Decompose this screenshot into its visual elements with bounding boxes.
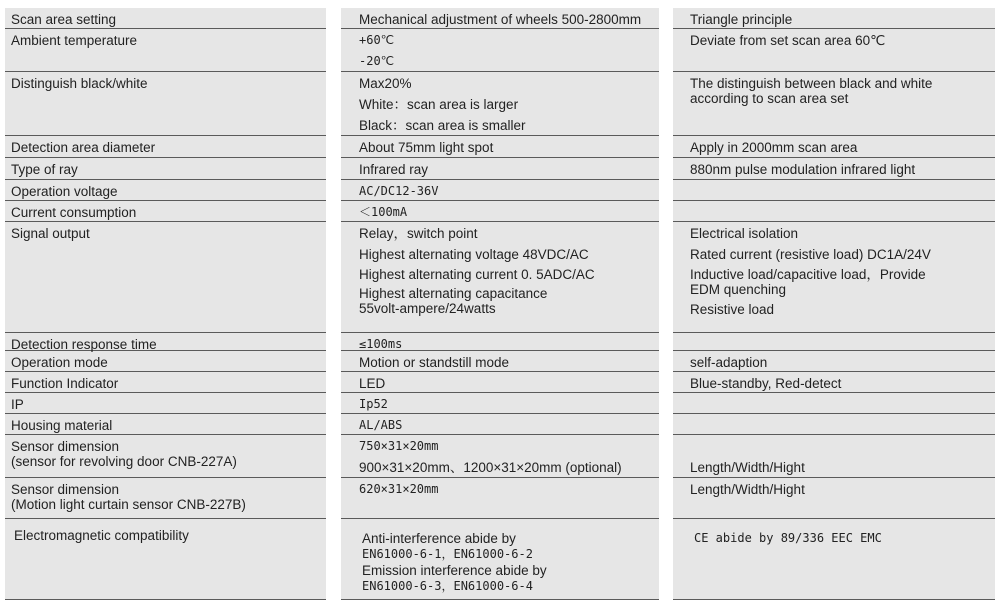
spec-note: EDM quenching bbox=[690, 282, 787, 297]
parameter-label: Housing material bbox=[11, 418, 113, 433]
spec-value: EN61000-6-3，EN61000-6-4 bbox=[362, 579, 533, 593]
row-distinguish-black-white-value-cell bbox=[341, 72, 659, 136]
parameter-sublabel: (Motion light curtain sensor CNB-227B) bbox=[11, 497, 246, 512]
column-note bbox=[673, 8, 995, 600]
row-type-of-ray-label-cell bbox=[5, 158, 326, 180]
spec-note: Length/Width/Hight bbox=[690, 482, 805, 497]
spec-value: 900×31×20mm、1200×31×20mm (optional) bbox=[359, 460, 622, 475]
row-detection-area-diameter-note-cell bbox=[673, 136, 995, 158]
parameter-label: Distinguish black/white bbox=[11, 76, 148, 91]
row-detection-area-diameter-value-cell bbox=[341, 136, 659, 158]
row-distinguish-black-white-note-cell bbox=[673, 72, 995, 136]
row-distinguish-black-white-label-cell bbox=[5, 72, 326, 136]
row-signal-output-note-cell bbox=[673, 222, 995, 333]
row-electromagnetic-compatibility-note-cell bbox=[673, 519, 995, 600]
row-function-indicator-note-cell bbox=[673, 372, 995, 393]
row-type-of-ray-note-cell bbox=[673, 158, 995, 180]
row-current-consumption-label-cell bbox=[5, 201, 326, 222]
parameter-label: IP bbox=[11, 397, 24, 412]
row-electromagnetic-compatibility-label-cell bbox=[5, 519, 326, 600]
row-scan-area-setting-value-cell bbox=[341, 8, 659, 29]
parameter-label: Electromagnetic compatibility bbox=[14, 528, 189, 543]
row-housing-material-label-cell bbox=[5, 414, 326, 435]
parameter-label: Current consumption bbox=[11, 205, 137, 220]
row-housing-material-value-cell bbox=[341, 414, 659, 435]
spec-value: -20℃ bbox=[359, 54, 395, 68]
spec-note: Rated current (resistive load) DC1A/24V bbox=[690, 247, 931, 262]
column-parameter bbox=[5, 8, 326, 600]
spec-note: Length/Width/Hight bbox=[690, 460, 805, 475]
spec-note: Deviate from set scan area 60℃ bbox=[690, 33, 886, 48]
spec-note: CE abide by 89/336 EEC EMC bbox=[694, 531, 882, 545]
row-sensor-dimension-a-note-cell bbox=[673, 435, 995, 478]
parameter-label: Signal output bbox=[11, 226, 90, 241]
spec-value: AL/ABS bbox=[359, 418, 403, 432]
spec-note: self-adaption bbox=[690, 355, 768, 370]
spec-value: Max20% bbox=[359, 76, 412, 91]
spec-value: 750×31×20mm bbox=[359, 439, 439, 453]
parameter-label: Detection response time bbox=[11, 337, 157, 352]
spec-note: Resistive load bbox=[690, 302, 775, 317]
spec-value: 620×31×20mm bbox=[359, 482, 439, 496]
spec-value: Anti-interference abide by bbox=[362, 531, 516, 546]
spec-note: Electrical isolation bbox=[690, 226, 799, 241]
row-sensor-dimension-a-label-cell bbox=[5, 435, 326, 478]
parameter-label: Ambient temperature bbox=[11, 33, 138, 48]
spec-note: The distinguish between black and white bbox=[690, 76, 933, 91]
row-sensor-dimension-b-label-cell bbox=[5, 478, 326, 519]
parameter-label: Detection area diameter bbox=[11, 140, 156, 155]
spec-value: LED bbox=[359, 376, 386, 391]
row-sensor-dimension-b-note-cell bbox=[673, 478, 995, 519]
spec-note: according to scan area set bbox=[690, 91, 849, 106]
parameter-label: Sensor dimension bbox=[11, 439, 120, 454]
row-detection-area-diameter-label-cell bbox=[5, 136, 326, 158]
row-operation-mode-label-cell bbox=[5, 351, 326, 372]
spec-value: Mechanical adjustment of wheels 500-2800mm bbox=[359, 12, 642, 27]
spec-value: Highest alternating voltage 48VDC/AC bbox=[359, 247, 589, 262]
row-detection-response-time-note-cell bbox=[673, 333, 995, 351]
row-detection-response-time-label-cell bbox=[5, 333, 326, 351]
row-signal-output-value-cell bbox=[341, 222, 659, 333]
spec-value: Black：scan area is smaller bbox=[359, 118, 526, 133]
spec-value: ≤100ms bbox=[359, 337, 403, 351]
spec-value: ＜100mA bbox=[359, 205, 408, 219]
spec-value: About 75mm light spot bbox=[359, 140, 494, 155]
row-current-consumption-note-cell bbox=[673, 201, 995, 222]
spec-value: Motion or standstill mode bbox=[359, 355, 510, 370]
row-signal-output-label-cell bbox=[5, 222, 326, 333]
row-operation-voltage-value-cell bbox=[341, 180, 659, 201]
spec-value: 55volt-ampere/24watts bbox=[359, 301, 496, 316]
spec-value: AC/DC12-36V bbox=[359, 184, 439, 198]
row-detection-response-time-value-cell bbox=[341, 333, 659, 351]
row-function-indicator-label-cell bbox=[5, 372, 326, 393]
spec-value: +60℃ bbox=[359, 33, 395, 47]
spec-value: Ip52 bbox=[359, 397, 388, 411]
spec-note: Triangle principle bbox=[690, 12, 793, 27]
parameter-label: Type of ray bbox=[11, 162, 78, 177]
spec-note: Blue-standby, Red-detect bbox=[690, 376, 842, 391]
spec-value: EN61000-6-1，EN61000-6-2 bbox=[362, 547, 533, 561]
row-sensor-dimension-a-value-cell bbox=[341, 435, 659, 478]
row-ambient-temperature-label-cell bbox=[5, 29, 326, 72]
parameter-label: Function Indicator bbox=[11, 376, 119, 391]
row-function-indicator-value-cell bbox=[341, 372, 659, 393]
spec-value: Emission interference abide by bbox=[362, 563, 547, 578]
row-ip-note-cell bbox=[673, 393, 995, 414]
row-current-consumption-value-cell bbox=[341, 201, 659, 222]
row-ip-label-cell bbox=[5, 393, 326, 414]
parameter-label: Sensor dimension bbox=[11, 482, 120, 497]
row-ip-value-cell bbox=[341, 393, 659, 414]
spec-value: Relay，switch point bbox=[359, 226, 478, 241]
spec-value: Infrared ray bbox=[359, 162, 429, 177]
row-operation-voltage-note-cell bbox=[673, 180, 995, 201]
parameter-sublabel: (sensor for revolving door CNB-227A) bbox=[11, 454, 237, 469]
parameter-label: Scan area setting bbox=[11, 12, 117, 27]
row-type-of-ray-value-cell bbox=[341, 158, 659, 180]
row-electromagnetic-compatibility-value-cell bbox=[341, 519, 659, 600]
spec-value: Highest alternating capacitance bbox=[359, 286, 548, 301]
spec-value: Highest alternating current 0. 5ADC/AC bbox=[359, 267, 595, 282]
column-value bbox=[341, 8, 659, 600]
spec-note: Apply in 2000mm scan area bbox=[690, 140, 858, 155]
row-scan-area-setting-label-cell bbox=[5, 8, 326, 29]
row-scan-area-setting-note-cell bbox=[673, 8, 995, 29]
row-ambient-temperature-note-cell bbox=[673, 29, 995, 72]
spec-value: White：scan area is larger bbox=[359, 97, 519, 112]
spec-note: Inductive load/capacitive load，Provide bbox=[690, 267, 926, 282]
row-operation-mode-value-cell bbox=[341, 351, 659, 372]
row-sensor-dimension-b-value-cell bbox=[341, 478, 659, 519]
row-ambient-temperature-value-cell bbox=[341, 29, 659, 72]
spec-note: 880nm pulse modulation infrared light bbox=[690, 162, 916, 177]
parameter-label: Operation voltage bbox=[11, 184, 118, 199]
row-operation-voltage-label-cell bbox=[5, 180, 326, 201]
parameter-label: Operation mode bbox=[11, 355, 108, 370]
row-operation-mode-note-cell bbox=[673, 351, 995, 372]
row-housing-material-note-cell bbox=[673, 414, 995, 435]
